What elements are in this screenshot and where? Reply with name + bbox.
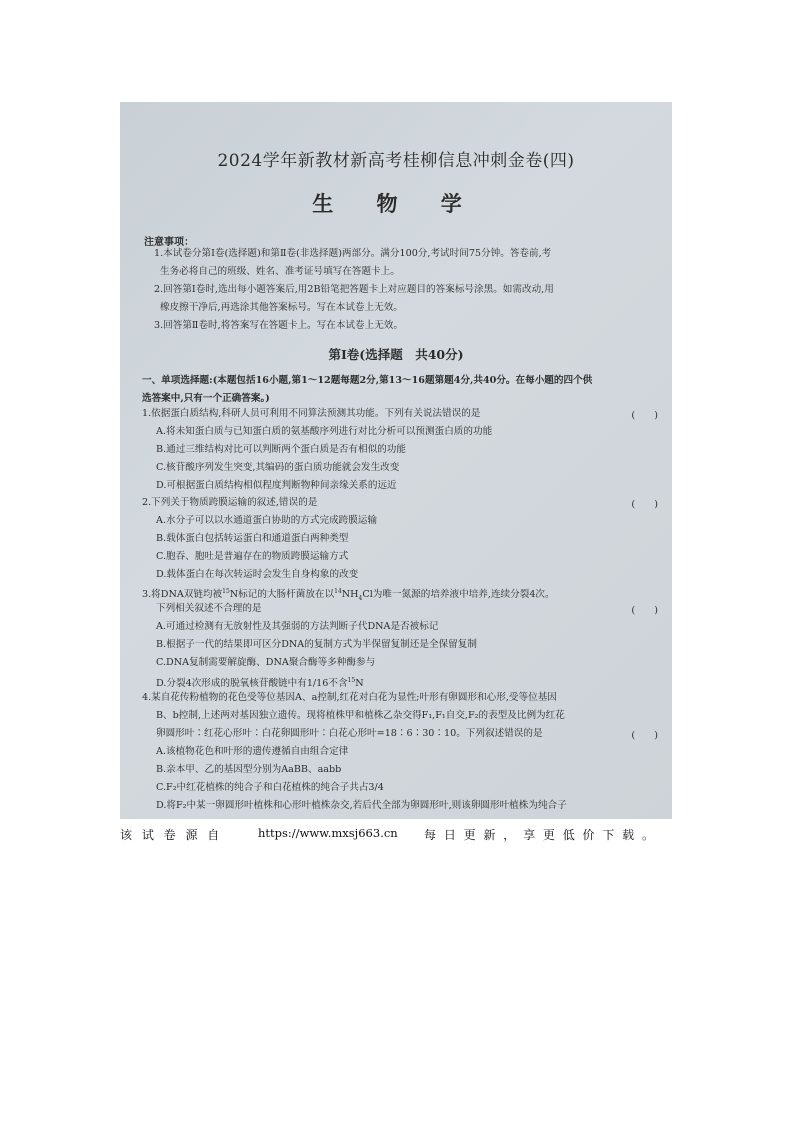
q4-stem: B、b控制,上述两对基因独立遗传。现将植株甲和植株乙杂交得F₁,F₁自交,F₂的表型及比例为红花 bbox=[156, 710, 565, 721]
section-intro: 一、单项选择题:(本题包括16小题,第1～12题每题2分,第13～16题第题4分,共40分。在每小题的四个供 bbox=[142, 375, 593, 386]
q1-option: D.可根据蛋白质结构相似程度判断物种间亲缘关系的远近 bbox=[156, 480, 397, 491]
q3-option: A.可通过检测有无放射性及其强弱的方法判断子代DNA是否被标记 bbox=[156, 621, 439, 632]
q4-stem: 4.某自花传粉植物的花色受等位基因A、a控制,红花对白花为显性;叶形有卵圆形和心形,受等位基因 bbox=[142, 692, 557, 703]
q3-option-d-text: D.分裂4次形成的脱氧核苷酸链中有1/16不含 bbox=[156, 678, 348, 690]
q4-option: B.亲本甲、乙的基因型分别为AaBB、aabb bbox=[156, 764, 342, 775]
q3-option-d bbox=[156, 674, 364, 690]
q1-option: A.将未知蛋白质与已知蛋白质的氨基酸序列进行对比分析可以预测蛋白质的功能 bbox=[156, 426, 493, 437]
q3-stem2: 下列相关叙述不合理的是 bbox=[156, 603, 262, 614]
isotope-sup: 15 bbox=[347, 677, 356, 684]
notice-line: 1.本试卷分第Ⅰ卷(选择题)和第Ⅱ卷(非选择题)两部分。满分100分,考试时间75分钟。答卷前,考 bbox=[154, 248, 552, 259]
notice-line: 橡皮擦干净后,再选涂其他答案标号。写在本试卷上无效。 bbox=[160, 302, 403, 313]
q1-stem: 1.依据蛋白质结构,科研人员可利用不同算法预测其功能。下列有关说法错误的是 bbox=[142, 408, 481, 419]
q2-option: D.载体蛋白在每次转运时会发生自身构象的改变 bbox=[156, 569, 359, 580]
answer-paren: ( ) bbox=[631, 499, 658, 510]
answer-paren: ( ) bbox=[631, 410, 658, 421]
isotope-sup: 15 bbox=[222, 588, 230, 595]
q1-option: C.核苷酸序列发生突变,其编码的蛋白质功能就会发生改变 bbox=[156, 462, 400, 473]
q1-option: B.通过三维结构对比可以判断两个蛋白质是否有相似的功能 bbox=[156, 444, 406, 455]
footer-right-text: 每 日 更 新 ， 享 更 低 价 下 载 。 bbox=[424, 828, 656, 842]
q2-stem: 2.下列关于物质跨膜运输的叙述,错误的是 bbox=[142, 497, 318, 508]
footer-left-text: 该 试 卷 源 自 bbox=[120, 828, 223, 842]
exam-title: 2024学年新教材新高考桂柳信息冲刺金卷(四) bbox=[217, 151, 575, 171]
q2-option: B.载体蛋白包括转运蛋白和通道蛋白两种类型 bbox=[156, 533, 349, 544]
answer-paren: ( ) bbox=[631, 730, 658, 741]
notice-line: 3.回答第Ⅱ卷时,将答案写在答题卡上。写在本试卷上无效。 bbox=[154, 320, 403, 331]
q4-option: A.该植物花色和叶形的遗传遵循自由组合定律 bbox=[156, 746, 349, 757]
notice-line: 生务必将自己的班级、姓名、准考证号填写在答题卡上。 bbox=[160, 266, 400, 277]
q3-option: B.根据子一代的结果即可区分DNA的复制方式为半保留复制还是全保留复制 bbox=[156, 639, 477, 650]
q3-stem-part: NH bbox=[341, 589, 359, 601]
q3-stem-part: 3.将DNA双链均被 bbox=[142, 589, 223, 601]
q4-stem: 卵圆形叶∶红花心形叶∶白花卵圆形叶∶白花心形叶=18∶6∶30∶10。下列叙述错误的是 bbox=[156, 728, 543, 739]
subject-title: 生 物 学 bbox=[312, 191, 480, 216]
q4-option: D.将F₂中某一卵圆形叶植株和心形叶植株杂交,若后代全部为卵圆形叶,则该卵圆形叶植株为纯合子 bbox=[156, 800, 567, 811]
answer-paren: ( ) bbox=[631, 605, 658, 616]
formula-sub: 4 bbox=[358, 595, 363, 603]
notice-heading: 注意事项： bbox=[144, 237, 194, 248]
q3-stem-part: N标记的大肠杆菌放在以 bbox=[229, 589, 335, 601]
q2-option: C.胞吞、胞吐是普遍存在的物质跨膜运输方式 bbox=[156, 551, 349, 562]
q3-stem-part: Cl为唯一氮源的培养液中培养,连续分裂4次。 bbox=[362, 589, 555, 601]
footer-link[interactable]: https://www.mxsj663.cn bbox=[258, 826, 398, 840]
notice-line: 2.回答第Ⅰ卷时,选出每小题答案后,用2B铅笔把答题卡上对应题目的答案标号涂黑。如需改动,用 bbox=[154, 284, 554, 295]
section-intro: 选答案中,只有一个正确答案。) bbox=[142, 393, 270, 404]
q2-option: A.水分子可以以水通道蛋白协助的方式完成跨膜运输 bbox=[156, 515, 378, 526]
section-title: 第Ⅰ卷(选择题 共40分) bbox=[328, 347, 464, 362]
isotope-sup: 14 bbox=[334, 588, 342, 595]
exam-photo bbox=[120, 102, 672, 819]
q4-option: C.F₂中红花植株的纯合子和白花植株的纯合子共占3/4 bbox=[156, 782, 384, 793]
q3-option-d-text: N bbox=[355, 678, 364, 690]
q3-option: C.DNA复制需要解旋酶、DNA聚合酶等多种酶参与 bbox=[156, 657, 376, 668]
